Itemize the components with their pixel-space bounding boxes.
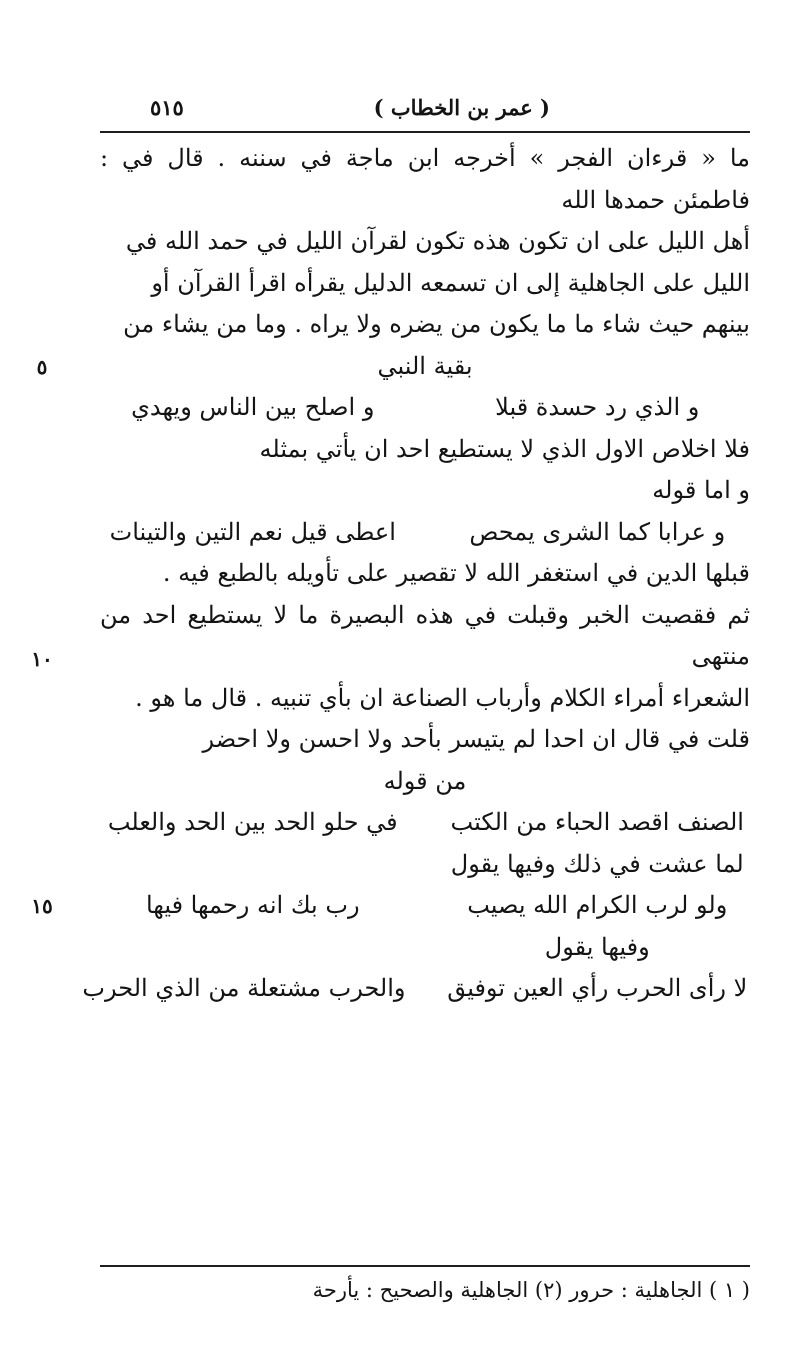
verse-hemistich-left: في حلو الحد بين الحد والعلب	[107, 808, 398, 836]
verse-line	[82, 968, 750, 1010]
verse-line	[100, 387, 750, 429]
margin-line-number: ٥	[36, 355, 48, 379]
prose-line: من قوله	[383, 766, 467, 795]
verse-line	[100, 512, 750, 554]
verse-line	[100, 844, 750, 886]
prose-line: قبلها الدين في استغفر الله لا تقصير على تأويله بالطبع فيه .	[162, 559, 750, 587]
verse-hemistich-right: ولو لرب الكرام الله يصيب	[467, 891, 728, 919]
verse-line	[100, 802, 750, 844]
prose-line: ثم فقصيت الخبر وقبلت في هذه البصيرة ما لا يستطيع احد من منتهى	[100, 600, 751, 670]
running-title: ( عمر بن الخطاب )	[373, 94, 550, 120]
margin-line-number: ١٥	[31, 894, 53, 918]
page-header	[150, 88, 550, 126]
prose-line: الليل على الجاهلية إلى ان تسمعه الدليل يقرأه اقرأ القرآن أو	[151, 268, 750, 297]
footnote: ( ١ ) الجاهلية : حرور (٢) الجاهلية والصحيح : يأرحة	[312, 1278, 750, 1302]
verse-hemistich-right: لا رأى الحرب رأي العين توفيق	[447, 974, 748, 1002]
verse-line	[100, 885, 750, 927]
page-number: ٥١٥	[150, 94, 184, 120]
prose-line: قلت في قال ان احدا لم يتيسر بأحد ولا احسن ولا احضر	[202, 725, 750, 753]
prose-line: بقية النبي	[377, 351, 473, 380]
verse-hemistich-right: الصنف اقصد الحباء من الكتب	[450, 808, 744, 836]
prose-line: أهل الليل على ان تكون هذه تكون لقرآن الليل في حمد الله في	[125, 227, 750, 255]
prose-line: و اما قوله	[652, 476, 750, 504]
prose-line: فلا اخلاص الاول الذي لا يستطيع احد ان يأتي بمثله	[259, 434, 750, 463]
header-rule	[100, 131, 750, 133]
verse-hemistich-left: والحرب مشتعلة من الذي الحرب	[82, 974, 406, 1002]
verse-hemistich-right: وفيها يقول	[544, 932, 650, 961]
verse-hemistich-left: رب بك انه رحمها فيها	[145, 891, 360, 919]
verse-hemistich-left: اعطى قيل نعم التين والتينات	[109, 517, 396, 546]
footnote-rule	[100, 1265, 750, 1267]
verse-hemistich-left: و اصلح بين الناس ويهدي	[131, 393, 375, 421]
verse-hemistich-right: لما عشت في ذلك وفيها يقول	[450, 849, 744, 878]
verse-hemistich-right: و الذي رد حسدة قبلا	[495, 393, 700, 421]
page-body	[82, 138, 751, 1010]
verse-line	[100, 927, 750, 969]
prose-line: ما « قرءان الفجر » أخرجه ابن ماجة في سننه . قال في : فاطمئن حمدها الله	[100, 144, 750, 214]
prose-line: الشعراء أمراء الكلام وأرباب الصناعة ان بأي تنبيه . قال ما هو .	[135, 683, 750, 712]
prose-line: بينهم حيث شاء ما ما يكون من يضره ولا يراه . وما من يشاء من	[123, 310, 750, 338]
verse-hemistich-right: و عرابا كما الشرى يمحص	[469, 517, 726, 546]
margin-line-number: ١٠	[31, 647, 53, 671]
